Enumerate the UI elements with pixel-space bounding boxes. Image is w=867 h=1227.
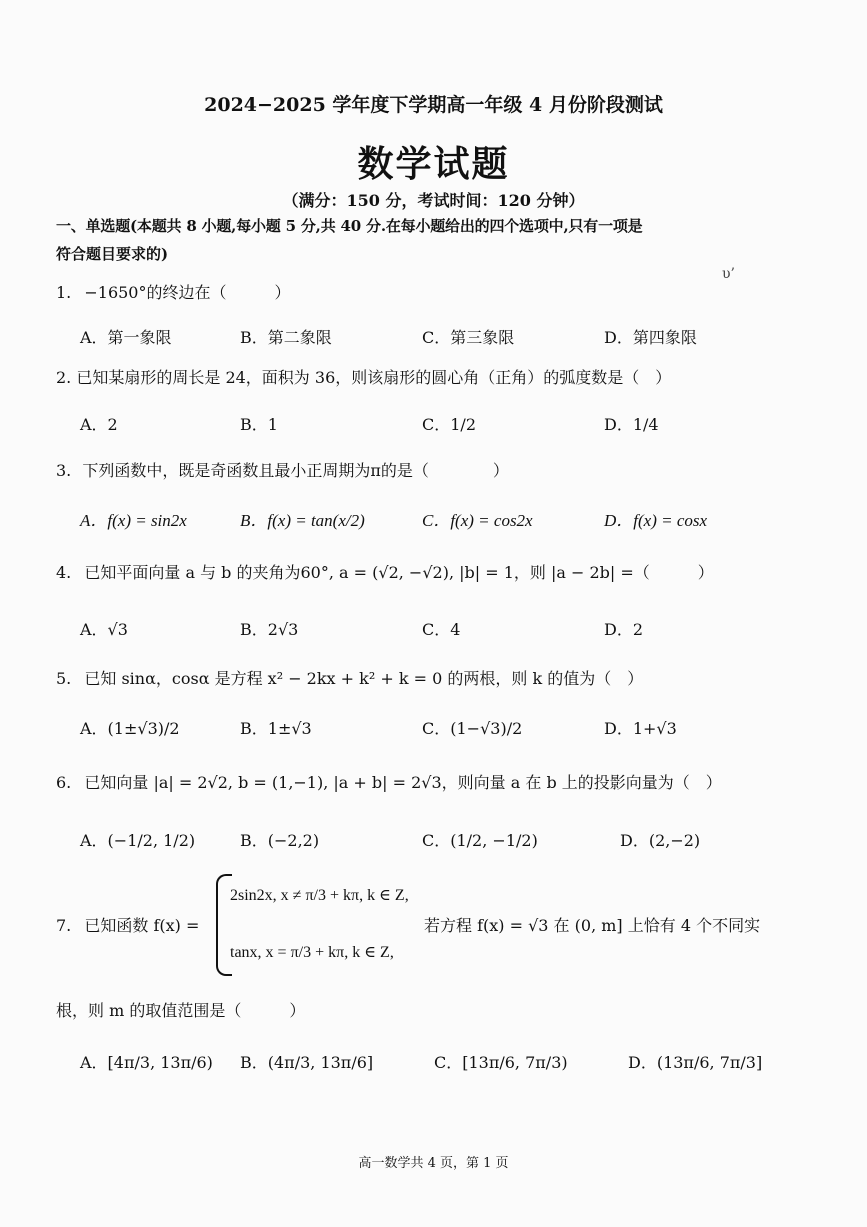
- question-stem: 下列函数中，既是奇函数且最小正周期为π的是（ ）: [82, 461, 509, 480]
- option-d: D．第四象限: [604, 328, 697, 347]
- question-7-suffix: 若方程 f(x) = √3 在 (0, m] 上恰有 4 个不同实: [424, 916, 761, 935]
- question-number: 2.: [56, 368, 72, 387]
- subject-title: 数学试题: [357, 143, 510, 185]
- section-heading-line1: 一、单选题(本题共 8 小题,每小题 5 分,共 40 分.在每小题给出的四个选项中,只有一项是: [56, 217, 643, 235]
- option-a: A．√3: [80, 620, 128, 639]
- option-c: C．第三象限: [422, 328, 515, 347]
- option-a: A．f(x) = sin2x: [80, 511, 187, 530]
- question-7-prefix: [56, 913, 199, 936]
- section-heading-line2: 符合题目要求的): [56, 245, 169, 263]
- question-stem: 已知函数 f(x) =: [84, 916, 200, 935]
- question-number: 6.: [56, 773, 72, 792]
- question-3: [56, 458, 509, 481]
- question-stem: 已知 sinα，cosα 是方程 x² − 2kx + k² + k = 0 的两根，则 k 的值为（ ）: [84, 669, 644, 688]
- question-stem: 已知向量 |a| = 2√2, b = (1,−1), |a + b| = 2√3，则向量 a 在 b 上的投影向量为（ ）: [84, 773, 722, 792]
- option-a: A．(−1/2, 1/2): [80, 831, 196, 850]
- question-stem: −1650°的终边在（ ）: [84, 283, 291, 302]
- piecewise-case-2: tanx, x = π/3 + kπ, k ∈ Z,: [230, 944, 394, 961]
- question-stem: 已知某扇形的周长是 24，面积为 36，则该扇形的圆心角（正角）的弧度数是（ ）: [76, 368, 672, 387]
- option-a: A．[4π/3, 13π/6): [80, 1053, 213, 1072]
- question-number: 3.: [56, 461, 72, 480]
- option-b: B．f(x) = tan(x/2): [240, 511, 365, 530]
- option-d: D．2: [604, 620, 644, 639]
- question-4: [56, 560, 714, 583]
- question-stem: 已知平面向量 a 与 b 的夹角为60°, a = (√2, −√2), |b| = 1，则 |a − 2b| =（ ）: [84, 563, 714, 582]
- question-number: 4.: [56, 563, 72, 582]
- option-b: B．(4π/3, 13π/6]: [240, 1053, 374, 1072]
- page-footer: 高一数学共 4 页，第 1 页: [358, 1156, 509, 1171]
- option-c: C．f(x) = cos2x: [422, 511, 533, 530]
- option-b: B．第二象限: [240, 328, 332, 347]
- exam-info: （满分：150 分，考试时间：120 分钟）: [282, 191, 585, 210]
- option-b: B．1±√3: [240, 719, 312, 738]
- question-number: 7.: [56, 916, 72, 935]
- question-number: 5.: [56, 669, 72, 688]
- question-7-line2: 根，则 m 的取值范围是（ ）: [56, 1001, 306, 1020]
- question-6: [56, 770, 722, 793]
- question-number: 1.: [56, 283, 72, 302]
- option-d: D．1+√3: [604, 719, 677, 738]
- option-a: A．2: [80, 415, 118, 434]
- question-2: [56, 365, 671, 388]
- question-5: [56, 666, 643, 689]
- option-c: C．(1/2, −1/2): [422, 831, 538, 850]
- question-1: [56, 280, 291, 303]
- stray-mark: υ’: [722, 266, 735, 282]
- option-b: B．1: [240, 415, 278, 434]
- option-c: C．1/2: [422, 415, 476, 434]
- option-d: D．(13π/6, 7π/3]: [628, 1053, 763, 1072]
- option-a: A．第一象限: [80, 328, 172, 347]
- option-c: C．[13π/6, 7π/3): [434, 1053, 568, 1072]
- exam-title: 2024−2025 学年度下学期高一年级 4 月份阶段测试: [204, 94, 663, 116]
- option-b: B．(−2,2): [240, 831, 320, 850]
- option-b: B．2√3: [240, 620, 299, 639]
- option-d: D．1/4: [604, 415, 659, 434]
- option-d: D．(2,−2): [620, 831, 701, 850]
- option-c: C．(1−√3)/2: [422, 719, 523, 738]
- option-d: D．f(x) = cosx: [604, 511, 708, 530]
- piecewise-case-1: 2sin2x, x ≠ π/3 + kπ, k ∈ Z,: [230, 887, 409, 904]
- option-c: C．4: [422, 620, 461, 639]
- option-a: A．(1±√3)/2: [80, 719, 180, 738]
